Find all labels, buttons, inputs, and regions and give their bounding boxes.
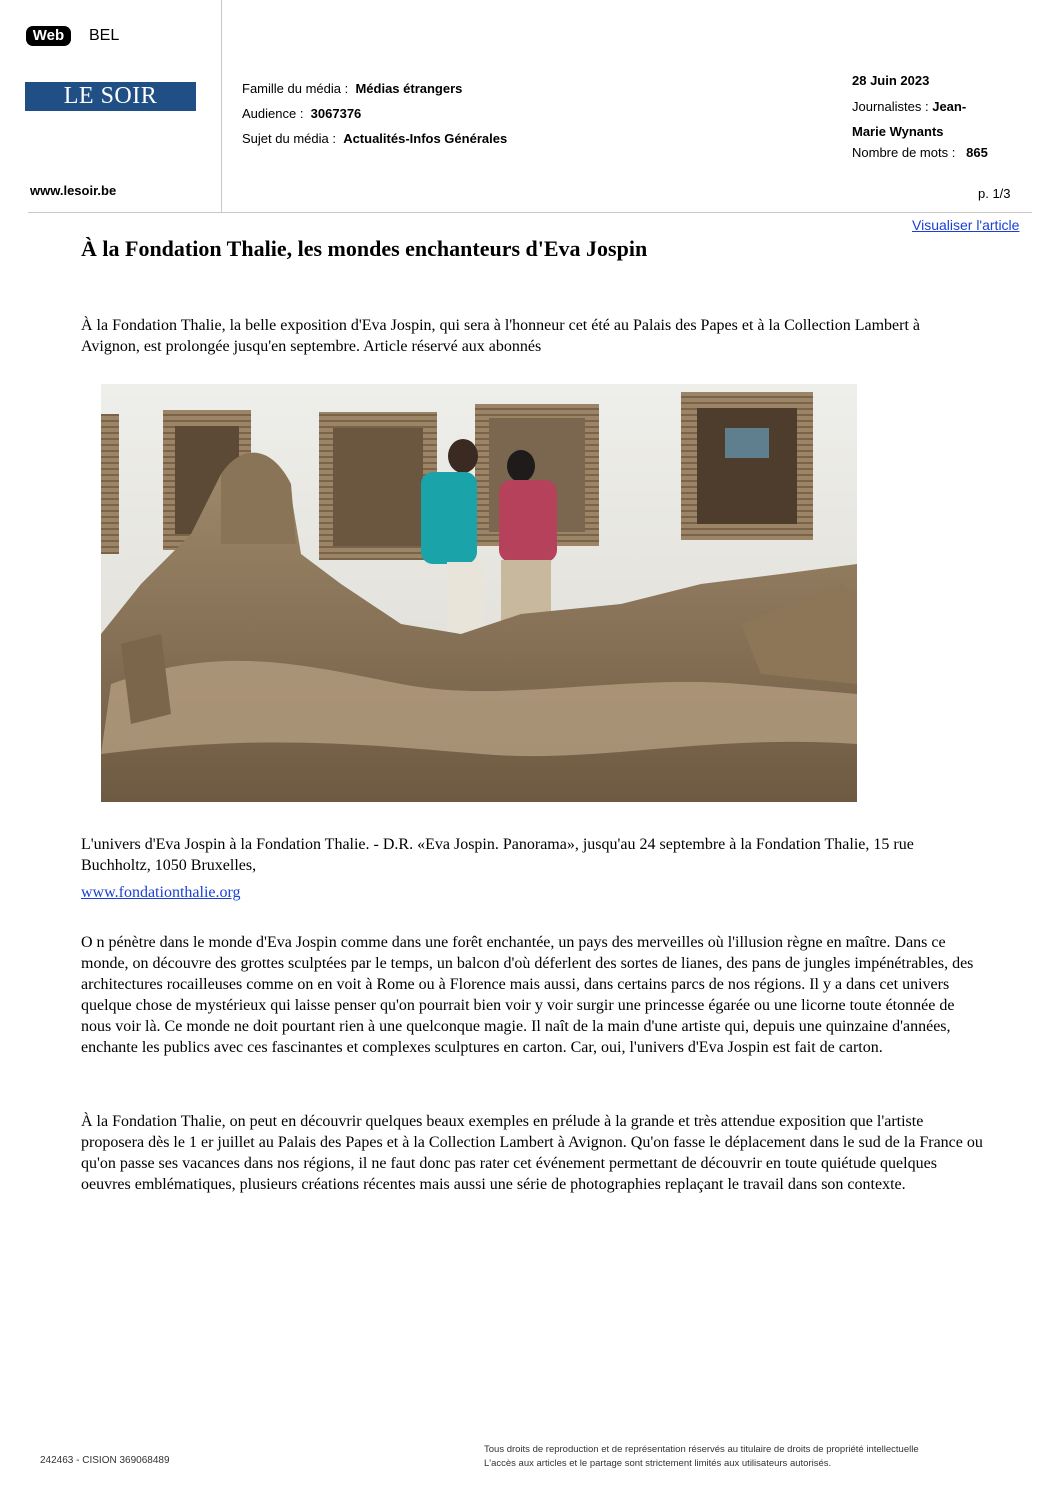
- rights-line-1: Tous droits de reproduction et de représentation réservés au titulaire de droits de propriété intellectuelle: [484, 1444, 919, 1455]
- exhibition-photo-illustration: [101, 384, 857, 802]
- sujet-label: Sujet du média :: [242, 131, 336, 146]
- journalistes-value-1: Jean-: [932, 99, 967, 114]
- article-photo: [101, 384, 857, 802]
- header-divider-horizontal: [28, 212, 1032, 213]
- famille-value: Médias étrangers: [355, 81, 463, 96]
- article-lead: À la Fondation Thalie, la belle exposition d'Eva Jospin, qui sera à l'honneur cet été au Palais des Papes et à la Collection Lambert à Avignon, est prolongée jusqu'en septembre. Article réservé aux abonnés: [81, 317, 921, 355]
- article-paragraph-2: À la Fondation Thalie, on peut en découvrir quelques beaux exemples en prélude à la grande et très attendue exposition que l'artiste proposera dès le 1 er juillet au Palais des Papes et à la Collection Lambert à Avignon. Qu'on fasse le déplacement dans le sud de la France ou qu'on passe ses vacances dans nos régions, il ne faut donc pas rater cet événement permettant de découvrir en toute quiétude quelques oeuvres emblématiques, plusieurs créations récentes mais aussi une série de photographies replaçant le travail dans son contexte.: [81, 1113, 983, 1193]
- header-divider-vertical: [221, 0, 222, 212]
- web-badge: Web: [26, 26, 71, 46]
- photo-caption: L'univers d'Eva Jospin à la Fondation Thalie. - D.R. «Eva Jospin. Panorama», jusqu'au 24 septembre à la Fondation Thalie, 15 rue Buchholtz, 1050 Bruxelles,: [81, 836, 914, 874]
- mots-value: 865: [966, 145, 988, 160]
- audience-value: 3067376: [310, 106, 362, 121]
- rights-notice: [484, 1443, 919, 1471]
- page-number: p. 1/3: [978, 186, 1011, 201]
- journalistes-label: Journalistes :: [852, 99, 929, 114]
- famille-row: [242, 81, 462, 96]
- rights-line-2: L'accès aux articles et le partage sont strictement limités aux utilisateurs autorisés.: [484, 1458, 832, 1469]
- journalistes-row: [852, 99, 966, 114]
- site-url: www.lesoir.be: [30, 183, 117, 198]
- date: 28 Juin 2023: [852, 73, 930, 88]
- audience-label: Audience :: [242, 106, 304, 121]
- article-paragraph-1: O n pénètre dans le monde d'Eva Jospin comme dans une forêt enchantée, un pays des merveilles où l'illusion règne en maître. Dans ce monde, on découvre des grottes sculptées par le temps, un balcon d'où déferlent des sortes de lianes, des pans de jungles impénétrables, des architectures rocailleuses comme on en voit à Rome ou à Florence mais aussi, dans certains parcs de nos régions. Il y a dans cet univers quelque chose de mystérieux qui laisse penser qu'on pourrait bien voir y voir surgir une princesse égarée ou une licorne toute étonnée de nous voir là. Ce monde ne doit pourtant rien à une quelconque magie. Il naît de la main d'une artiste qui, depuis une quinzaine d'années, enchante les publics avec ces fascinantes et complexes sculptures en carton. Car, oui, l'univers d'Eva Jospin est fait de carton.: [81, 934, 974, 1056]
- view-article-link[interactable]: Visualiser l'article: [912, 217, 1020, 233]
- journalistes-value-2: Marie Wynants: [852, 124, 944, 139]
- article-title: À la Fondation Thalie, les mondes enchanteurs d'Eva Jospin: [81, 236, 648, 261]
- mots-row: [852, 145, 988, 160]
- mots-label: Nombre de mots :: [852, 145, 956, 160]
- country-code: BEL: [89, 27, 120, 44]
- le-soir-logo: LE SOIR: [25, 82, 196, 111]
- sujet-row: [242, 131, 507, 146]
- cision-id: 242463 - CISION 369068489: [40, 1455, 170, 1466]
- fondation-link[interactable]: www.fondationthalie.org: [81, 884, 241, 901]
- audience-row: [242, 106, 361, 121]
- famille-label: Famille du média :: [242, 81, 349, 96]
- sujet-value: Actualités-Infos Générales: [343, 131, 508, 146]
